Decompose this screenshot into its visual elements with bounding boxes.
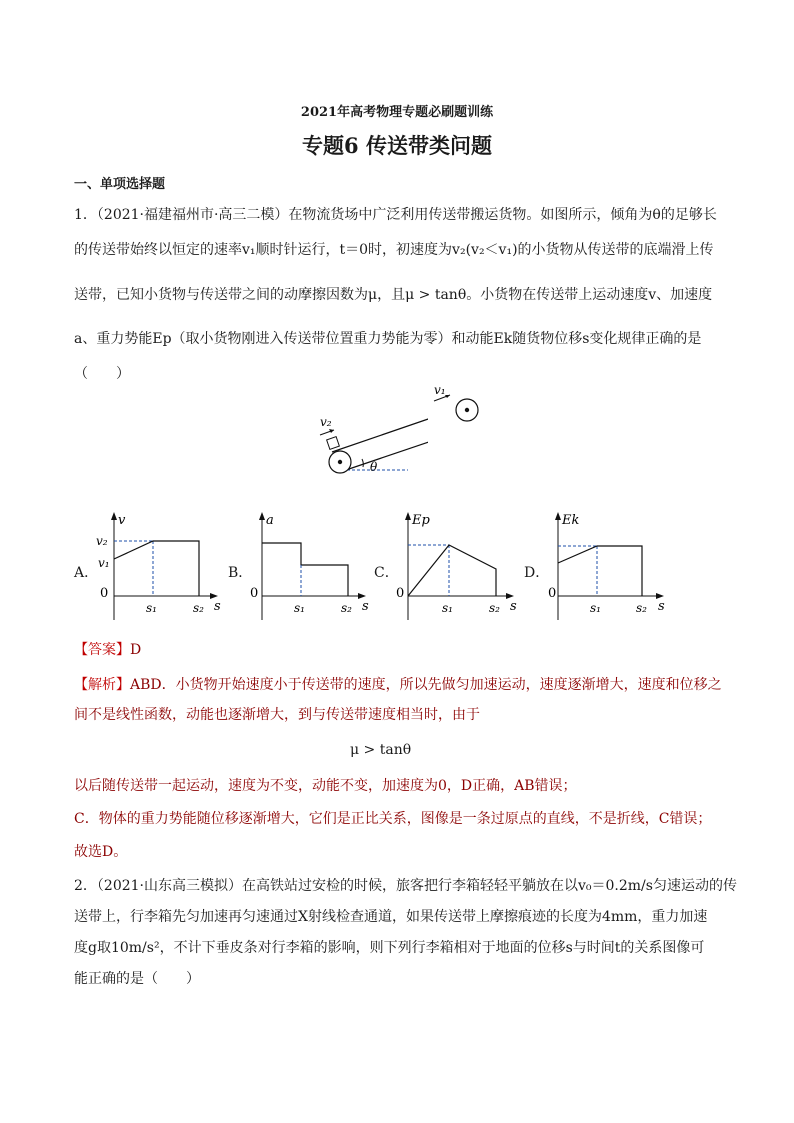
answer-tag: 【答案】	[74, 642, 130, 658]
q2-line-4: 能正确的是（ ）	[74, 971, 200, 987]
cargo-box	[327, 437, 340, 450]
graph-c-x-axis: s	[510, 599, 517, 614]
v2-label: v₂	[320, 415, 332, 429]
q1-line-3: 送带，已知小货物与传送带之间的动摩擦因数为μ，且μ > tanθ。小货物在传送带上运动速度v、加速度	[74, 287, 713, 303]
graph-c-origin: 0	[396, 586, 405, 601]
conveyor-figure	[318, 385, 428, 480]
graph-a-origin: 0	[100, 586, 109, 601]
analysis-formula: μ > tanθ	[350, 742, 412, 758]
q1-line-5: （ ）	[74, 366, 130, 382]
graph-d-curve	[558, 546, 642, 596]
analysis-line-5: 故选D。	[74, 844, 128, 860]
graph-a-s1: s₁	[146, 601, 157, 615]
graph-a-curve	[114, 541, 199, 596]
graph-a-v2-tick: v₂	[96, 534, 108, 548]
graph-d-x-axis: s	[658, 599, 665, 614]
graph-b-s1: s₁	[294, 601, 305, 615]
graph-b-origin: 0	[250, 586, 259, 601]
v1-label: v₁	[434, 385, 446, 397]
option-c-label: C．	[374, 565, 399, 581]
graph-c-y-axis: Ep	[412, 513, 430, 528]
graph-c-s2: s₂	[489, 601, 500, 615]
page-title: 专题6 传送带类问题	[302, 133, 492, 158]
theta-label: θ	[370, 460, 378, 474]
graph-d-y-axis: Ek	[562, 513, 580, 528]
graph-a-x-axis: s	[214, 599, 221, 614]
answer-value: D	[130, 642, 142, 658]
exam-header: 2021年高考物理专题必刷题训练	[300, 105, 494, 120]
option-a-label: A．	[74, 565, 99, 581]
graph-b-x-axis: s	[362, 599, 369, 614]
analysis-line-1: 【解析】ABD．小货物开始速度小于传送带的速度，所以先做匀加速运动，速度逐渐增大，速度和位移之	[74, 677, 722, 693]
graph-d[interactable]	[544, 510, 679, 625]
graph-c[interactable]	[392, 510, 527, 625]
section-heading: 一、单项选择题	[74, 177, 166, 192]
graph-d-s2: s₂	[636, 601, 647, 615]
q2-line-3: 度g取10m/s²，不计下垂皮条对行李箱的影响，则下列行李箱相对于地面的位移s与时间t的关系图像可	[74, 940, 705, 956]
q2-line-2: 送带上，行李箱先匀加速再匀速通过X射线检查通道，如果传送带上摩擦痕迹的长度为4mm，重力加速	[74, 909, 708, 925]
graph-a-s2: s₂	[193, 601, 204, 615]
analysis-line-2: 间不是线性函数，动能也逐渐增大，到与传送带速度相当时，由于	[74, 707, 480, 723]
graph-b-s2: s₂	[341, 601, 352, 615]
q2-line-1: 2．（2021·山东高三模拟）在高铁站过安检的时候，旅客把行李箱轻轻平躺放在以v₀＝0.2m/s匀速运动的传	[74, 878, 737, 894]
graph-a-v1-tick: v₁	[98, 556, 110, 570]
graph-a[interactable]	[96, 510, 228, 625]
graph-d-origin: 0	[548, 586, 557, 601]
graph-b-curve	[262, 543, 348, 596]
graph-a-y-axis: v	[118, 513, 126, 528]
analysis-tag: 【解析】	[74, 677, 130, 693]
graph-c-s1: s₁	[442, 601, 453, 615]
q1-line-2: 的传送带始终以恒定的速率v₁顺时针运行，t＝0时，初速度为v₂(v₂＜v₁)的小货物从传送带的底端滑上传	[74, 242, 714, 258]
q1-line-4: a、重力势能Ep（取小货物刚进入传送带位置重力势能为零）和动能Ek随货物位移s变化规律正确的是	[74, 331, 702, 347]
graph-b-y-axis: a	[266, 513, 274, 528]
q1-line-1: 1．（2021·福建福州市·高三二模）在物流货场中广泛利用传送带搬运货物。如图所示，倾角为θ的足够长	[74, 207, 717, 223]
conveyor-figure-right	[420, 385, 490, 460]
analysis-line-3: 以后随传送带一起运动，速度为不变，动能不变，加速度为0，D正确，AB错误；	[74, 778, 577, 794]
graph-b[interactable]	[246, 510, 378, 625]
graph-d-s1: s₁	[590, 601, 601, 615]
option-d-label: D．	[524, 565, 550, 581]
graph-c-curve	[408, 545, 496, 596]
analysis-line-4: C．物体的重力势能随位移逐渐增大，它们是正比关系，图像是一条过原点的直线，不是折线，C错误；	[74, 811, 712, 827]
option-b-label: B．	[228, 565, 253, 581]
answer-line	[74, 640, 141, 660]
